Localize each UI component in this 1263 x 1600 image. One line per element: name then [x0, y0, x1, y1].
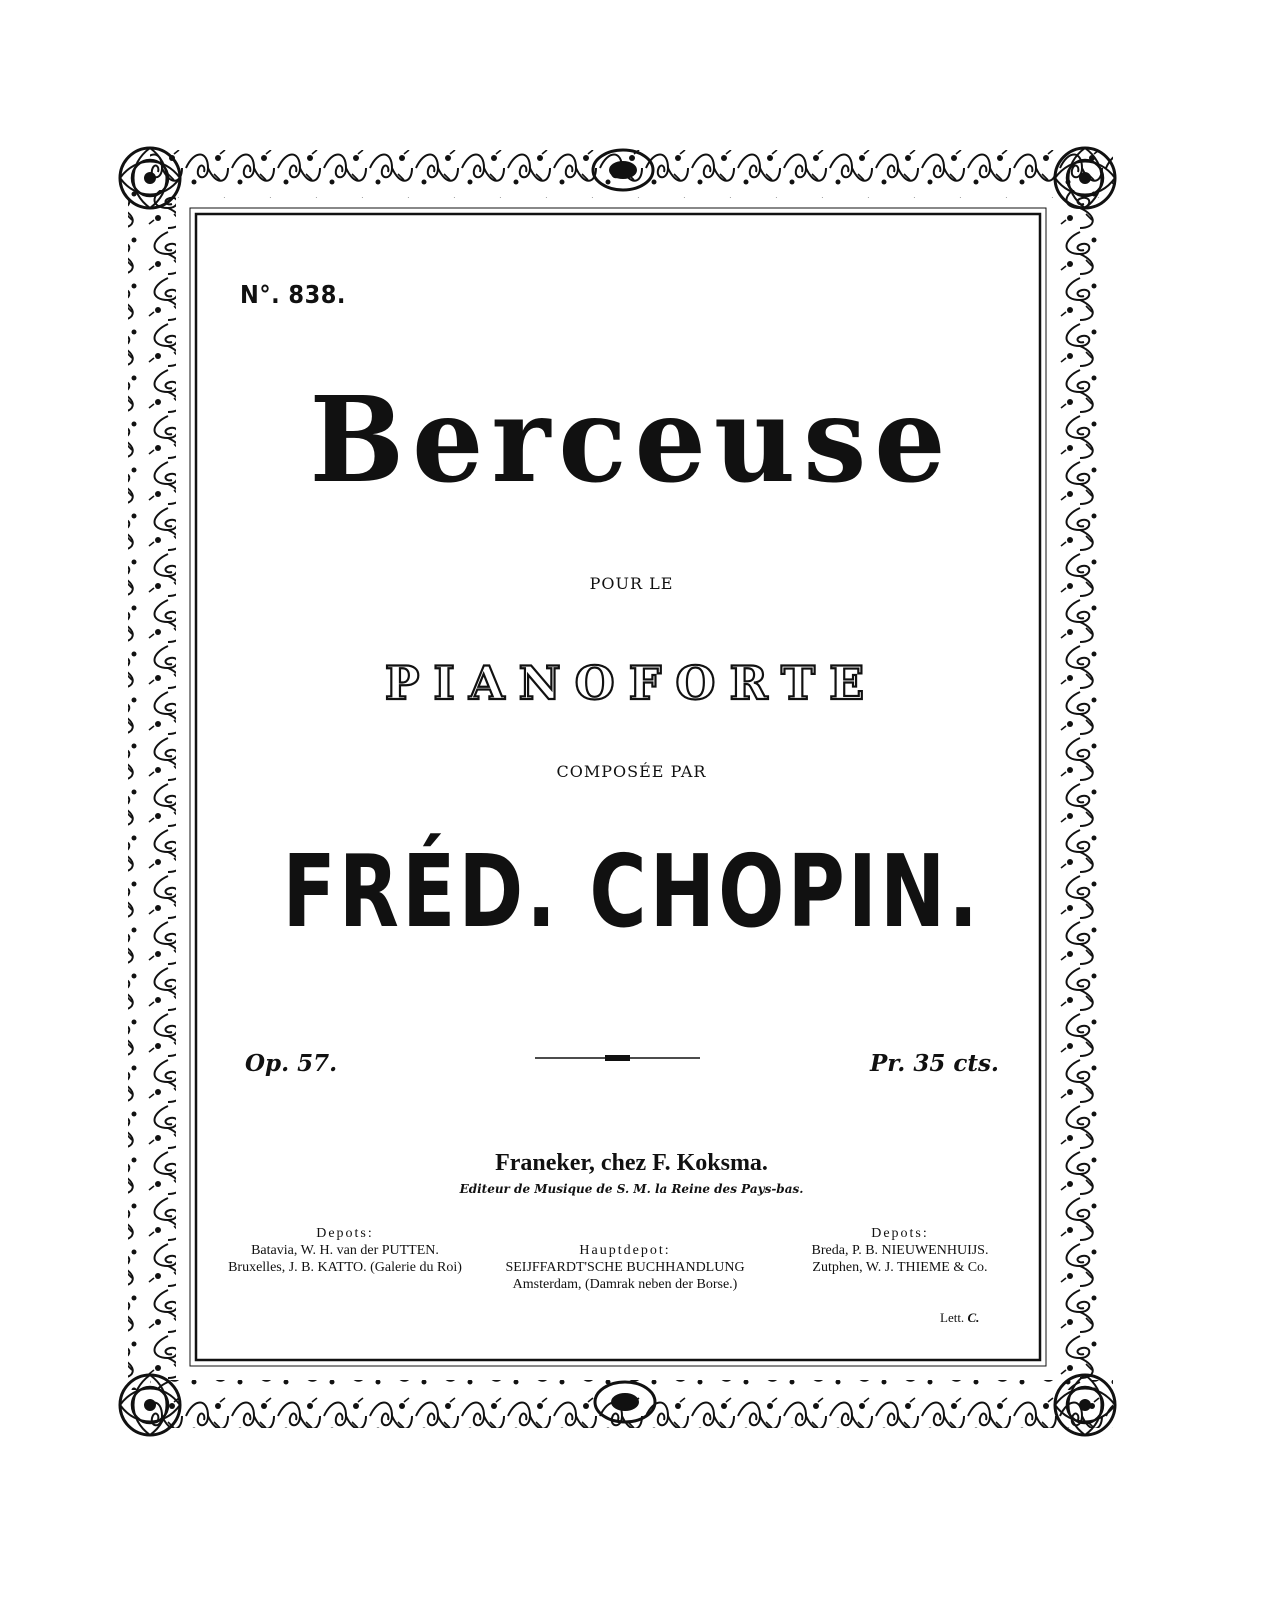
- depots-left-line2: Bruxelles, J. B. KATTO. (Galerie du Roi): [228, 1260, 462, 1275]
- depots-right-line2: Zutphen, W. J. THIEME & Co.: [812, 1260, 988, 1275]
- price: Pr. 35 cts.: [870, 1050, 999, 1077]
- pour-le-label: POUR LE: [589, 574, 674, 593]
- lett-letter: C.: [967, 1310, 980, 1325]
- publisher-name: Franeker, chez F. Koksma.: [495, 1150, 768, 1176]
- composer-name: FRÉD. CHOPIN.: [282, 833, 981, 950]
- depots-right-heading: Depots:: [871, 1226, 929, 1241]
- opus-number: Op. 57.: [245, 1050, 338, 1077]
- depots-left: [210, 1225, 480, 1276]
- lett-mark: [940, 1310, 979, 1326]
- edition-number: N°. 838.: [240, 280, 346, 309]
- depots-left-heading: Depots:: [316, 1226, 374, 1241]
- composee-par-label: COMPOSÉE PAR: [556, 762, 707, 781]
- publisher-subline: Editeur de Musique de S. M. la Reine des Pays-bas.: [459, 1182, 804, 1196]
- depot-main-line1: SEIJFFARDT'SCHE BUCHHANDLUNG: [505, 1260, 745, 1275]
- depot-main-heading: Hauptdepot:: [579, 1243, 671, 1258]
- divider-rule: [535, 1052, 700, 1064]
- depot-main: [480, 1242, 770, 1293]
- depots-left-line1: Batavia, W. H. van der PUTTEN.: [251, 1243, 439, 1258]
- work-title: Berceuse: [309, 371, 954, 510]
- depots-right: [770, 1225, 1030, 1276]
- instrument-title: PIANOFORTE: [384, 656, 879, 710]
- lett-prefix: Lett.: [940, 1310, 965, 1325]
- depot-main-line2: Amsterdam, (Damrak neben der Borse.): [512, 1277, 738, 1292]
- depots-right-line1: Breda, P. B. NIEUWENHUIJS.: [811, 1243, 989, 1258]
